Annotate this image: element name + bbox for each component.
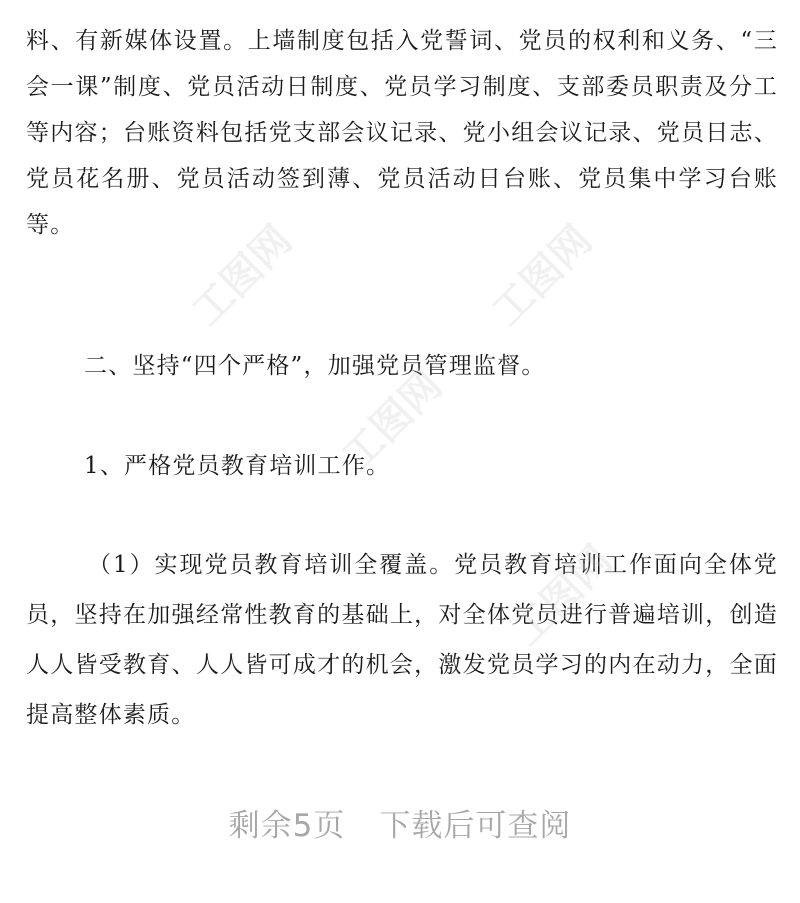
subsection-heading: 1、严格党员教育培训工作。 xyxy=(84,453,391,479)
download-to-view-label: 下载后可查阅 xyxy=(379,808,572,844)
section-heading: 二、坚持“四个严格”，加强党员管理监督。 xyxy=(84,353,546,379)
watermark-logo: 工图网 xyxy=(503,537,622,655)
remaining-pages-label: 剩余5页 xyxy=(228,808,346,844)
watermark-logo: 工图网 xyxy=(483,217,602,335)
watermark-logo: 工图网 xyxy=(333,362,452,480)
watermark-logo: 工图网 xyxy=(183,217,302,335)
paragraph-continuation: 料、有新媒体设置。上墙制度包括入党誓词、党员的权利和义务、“三会一课”制度、党员活动日制度、党员学习制度、支部委员职责及分工等内容；台账资料包括党支部会议记录、党小组会议记录、党员日志、党员花名册、党员活动签到薄、党员活动日台账、党员集中学习台账等。 xyxy=(26,28,778,238)
paragraph-training: （1）实现党员教育培训全覆盖。党员教育培训工作面向全体党员，坚持在加强经常性教育的基础上，对全体党员进行普遍培训，创造人人皆受教育、人人皆可成才的机会，激发党员学习的内在动力，全面提高整体素质。 xyxy=(26,552,778,728)
remaining-pages-banner[interactable] xyxy=(0,800,800,845)
